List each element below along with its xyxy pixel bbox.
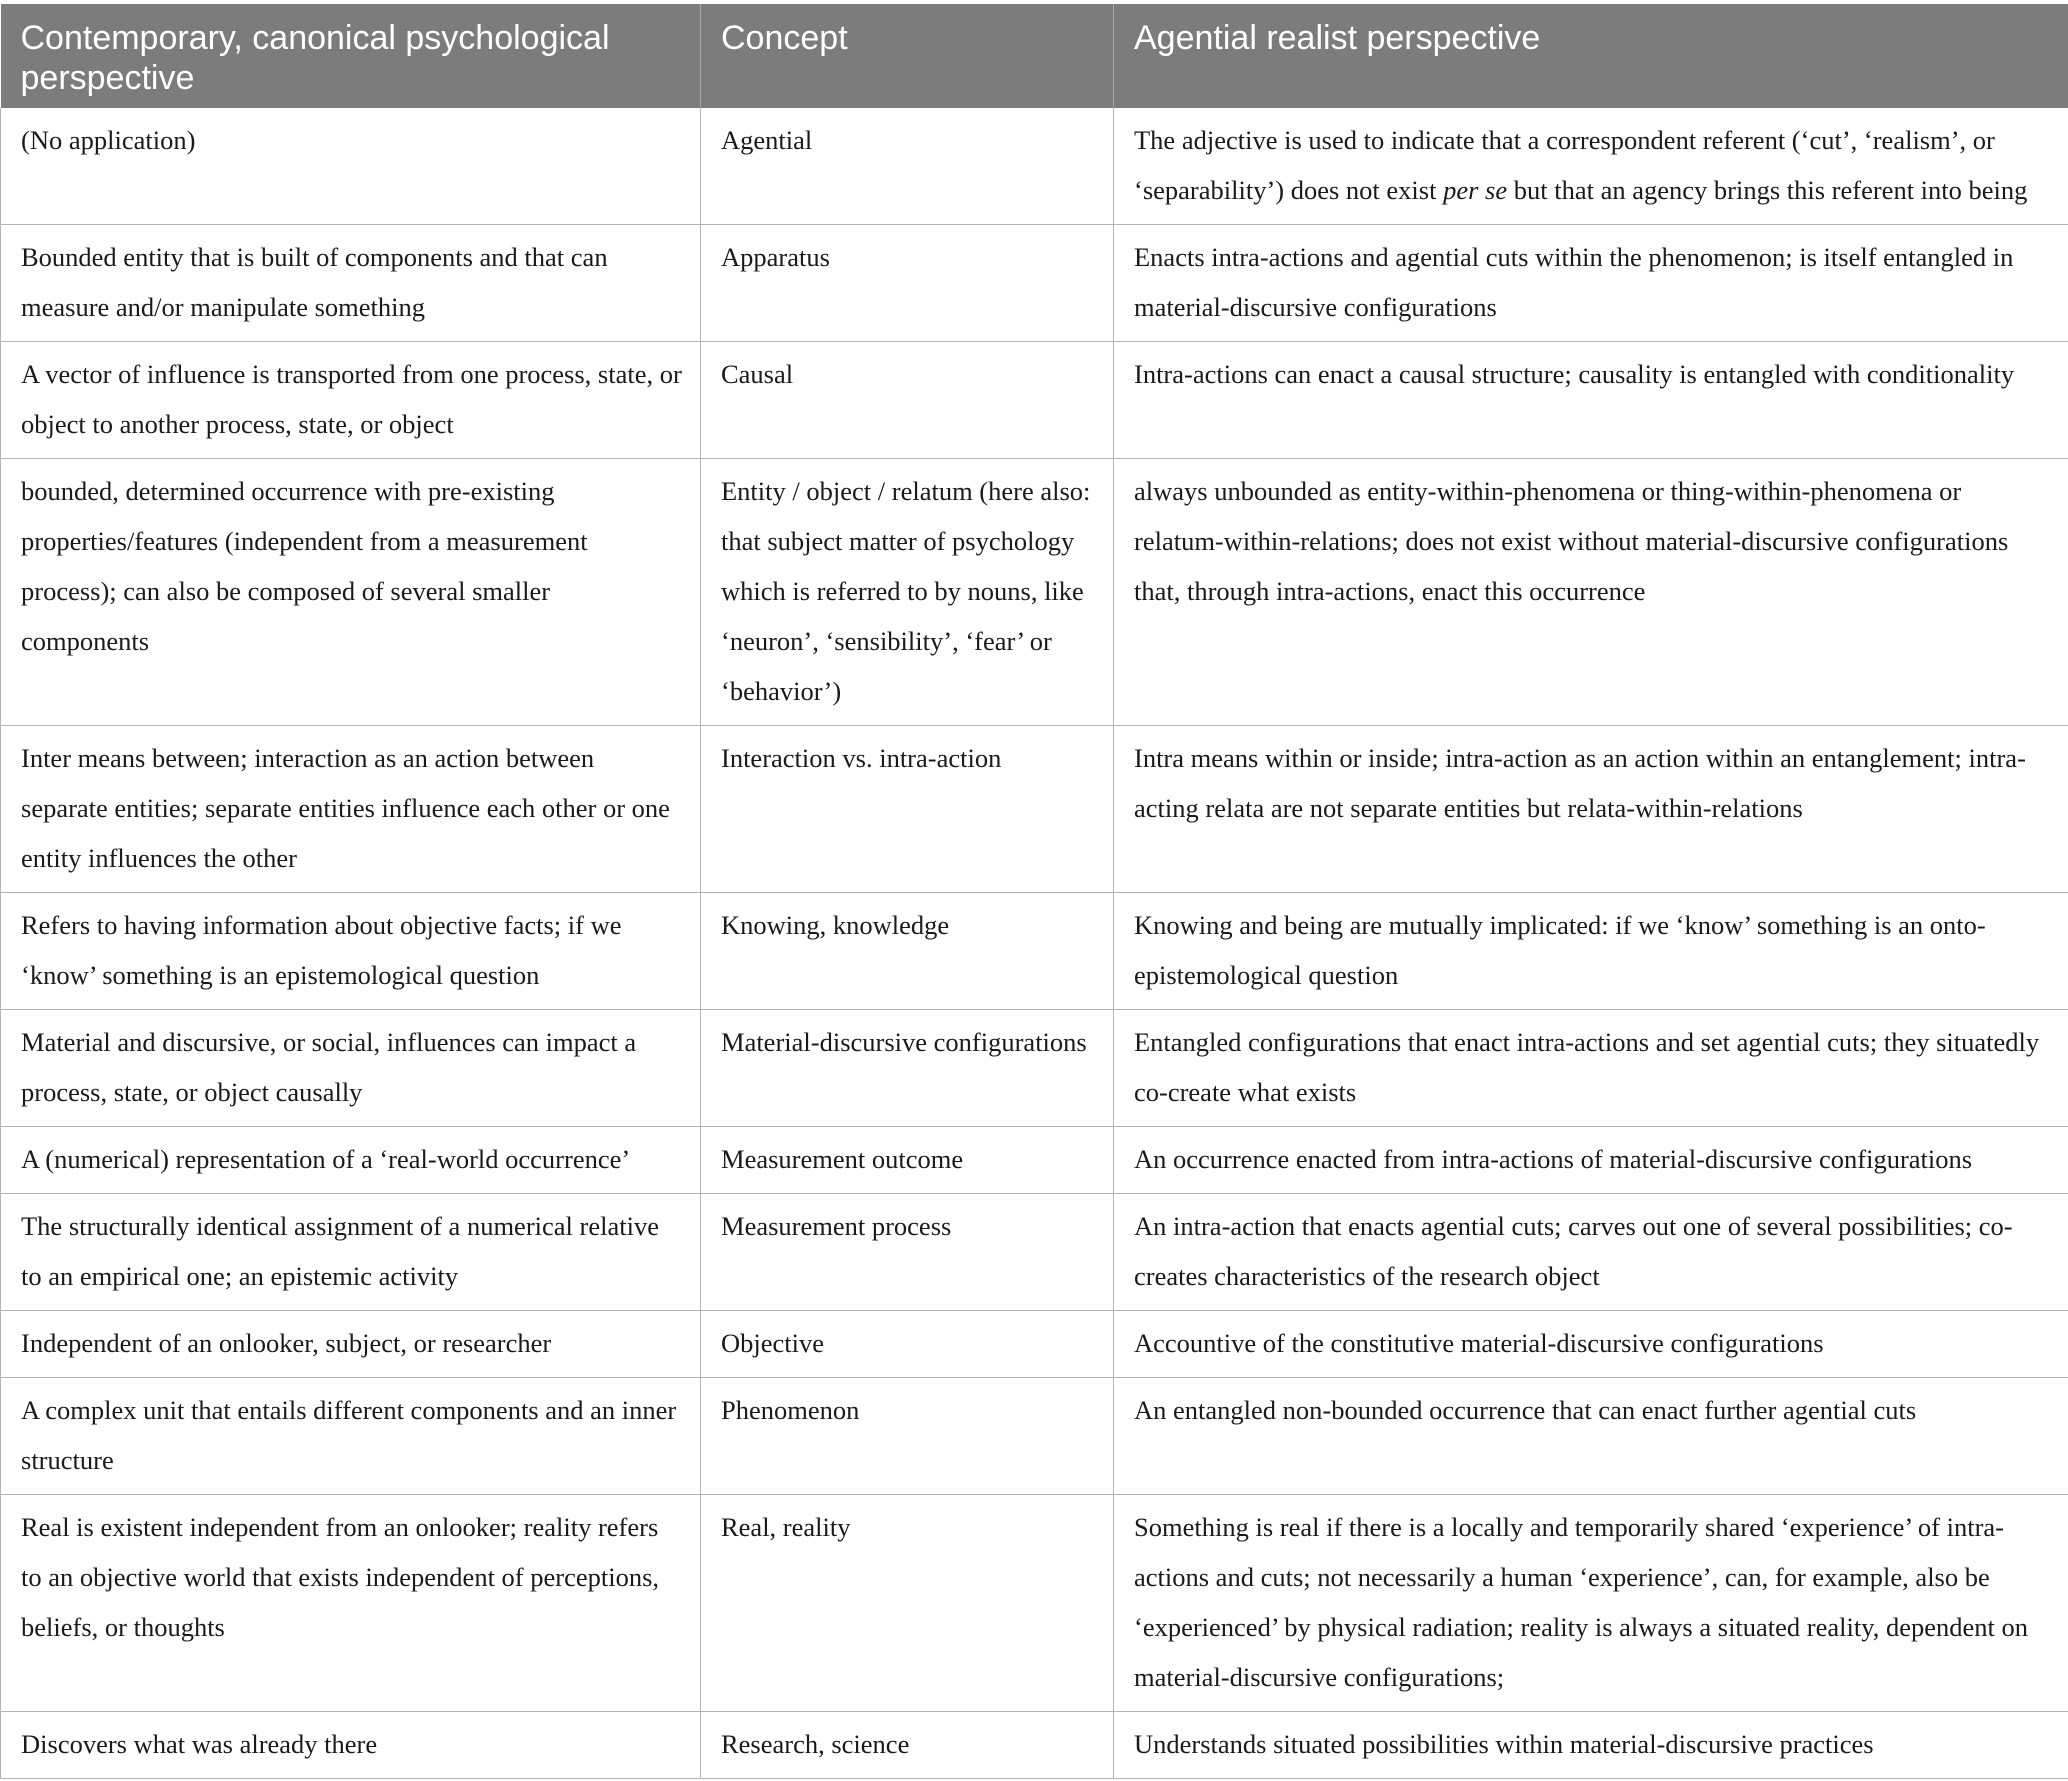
table-row — [1, 1311, 2068, 1378]
table-row — [1, 726, 2068, 893]
table-row — [1, 225, 2068, 342]
table-row — [1, 108, 2068, 225]
cell-canonical: Material and discursive, or social, influences can impact a process, state, or object causally — [1, 1010, 701, 1127]
cell-canonical: The structurally identical assignment of a numerical relative to an empirical one; an epistemic activity — [1, 1194, 701, 1311]
cell-concept: Interaction vs. intra-action — [701, 726, 1114, 893]
cell-canonical: A complex unit that entails different components and an inner structure — [1, 1378, 701, 1495]
header-agential-realist-perspective: Agential realist perspective — [1114, 4, 2068, 108]
cell-agential — [1114, 108, 2068, 225]
cell-agential: always unbounded as entity-within-phenomena or thing-within-phenomena or relatum-within-relations; does not exist without material-discursive configurations that, through intra-actions, enact this occurrence — [1114, 459, 2068, 726]
cell-concept: Agential — [701, 108, 1114, 225]
table-row — [1, 1495, 2068, 1712]
table-row — [1, 459, 2068, 726]
cell-canonical: Independent of an onlooker, subject, or researcher — [1, 1311, 701, 1378]
cell-canonical: A (numerical) representation of a ‘real-world occurrence’ — [1, 1127, 701, 1194]
table-row — [1, 1378, 2068, 1495]
cell-concept: Objective — [701, 1311, 1114, 1378]
cell-agential: Accountive of the constitutive material-discursive configurations — [1114, 1311, 2068, 1378]
cell-agential: An entangled non-bounded occurrence that can enact further agential cuts — [1114, 1378, 2068, 1495]
table-row — [1, 893, 2068, 1010]
header-row — [1, 4, 2068, 108]
cell-canonical: Discovers what was already there — [1, 1712, 701, 1779]
cell-agential: Intra means within or inside; intra-action as an action within an entanglement; intra-acting relata are not separate entities but relata-within-relations — [1114, 726, 2068, 893]
cell-canonical: (No application) — [1, 108, 701, 225]
cell-canonical: Bounded entity that is built of components and that can measure and/or manipulate something — [1, 225, 701, 342]
cell-canonical: A vector of influence is transported from one process, state, or object to another process, state, or object — [1, 342, 701, 459]
cell-concept: Phenomenon — [701, 1378, 1114, 1495]
table-row — [1, 1194, 2068, 1311]
cell-agential: Knowing and being are mutually implicated: if we ‘know’ something is an onto-epistemological question — [1114, 893, 2068, 1010]
cell-agential: Something is real if there is a locally and temporarily shared ‘experience’ of intra-actions and cuts; not necessarily a human ‘experience’, can, for example, also be ‘experienced’ by physical radiation; reality is always a situated reality, dependent on material-discursive configurations; — [1114, 1495, 2068, 1712]
cell-concept: Measurement outcome — [701, 1127, 1114, 1194]
cell-concept: Entity / object / relatum (here also: that subject matter of psychology which is referred to by nouns, like ‘neuron’, ‘sensibility’, ‘fear’ or ‘behavior’) — [701, 459, 1114, 726]
table-row — [1, 1010, 2068, 1127]
header-concept: Concept — [701, 4, 1114, 108]
cell-concept: Measurement process — [701, 1194, 1114, 1311]
cell-concept: Real, reality — [701, 1495, 1114, 1712]
cell-concept: Knowing, knowledge — [701, 893, 1114, 1010]
cell-agential: Entangled configurations that enact intra-actions and set agential cuts; they situatedly co-create what exists — [1114, 1010, 2068, 1127]
table-row — [1, 342, 2068, 459]
cell-agential-text-end: but that an agency brings this referent into being — [1507, 175, 2028, 205]
table-row — [1, 1127, 2068, 1194]
cell-concept: Apparatus — [701, 225, 1114, 342]
cell-canonical: Refers to having information about objective facts; if we ‘know’ something is an epistemological question — [1, 893, 701, 1010]
cell-agential: Enacts intra-actions and agential cuts within the phenomenon; is itself entangled in material-discursive configurations — [1114, 225, 2068, 342]
cell-canonical: Inter means between; interaction as an action between separate entities; separate entities influence each other or one entity influences the other — [1, 726, 701, 893]
cell-canonical: Real is existent independent from an onlooker; reality refers to an objective world that exists independent of perceptions, beliefs, or thoughts — [1, 1495, 701, 1712]
table-row — [1, 1712, 2068, 1779]
cell-agential: An occurrence enacted from intra-actions of material-discursive configurations — [1114, 1127, 2068, 1194]
cell-agential-text: The adjective is used to indicate that a correspondent referent (‘cut’, ‘realism’, or ‘separability’) does not exist — [1134, 125, 1995, 205]
cell-concept: Research, science — [701, 1712, 1114, 1779]
cell-agential: Intra-actions can enact a causal structure; causality is entangled with conditionality — [1114, 342, 2068, 459]
concept-comparison-table — [0, 4, 2068, 1779]
cell-canonical: bounded, determined occurrence with pre-existing properties/features (independent from a measurement process); can also be composed of several smaller components — [1, 459, 701, 726]
cell-agential: An intra-action that enacts agential cuts; carves out one of several possibilities; co-creates characteristics of the research object — [1114, 1194, 2068, 1311]
cell-concept: Causal — [701, 342, 1114, 459]
cell-concept: Material-discursive configurations — [701, 1010, 1114, 1127]
cell-agential: Understands situated possibilities within material-discursive practices — [1114, 1712, 2068, 1779]
header-canonical-perspective: Contemporary, canonical psychological perspective — [1, 4, 701, 108]
cell-agential-italic: per se — [1443, 175, 1508, 205]
